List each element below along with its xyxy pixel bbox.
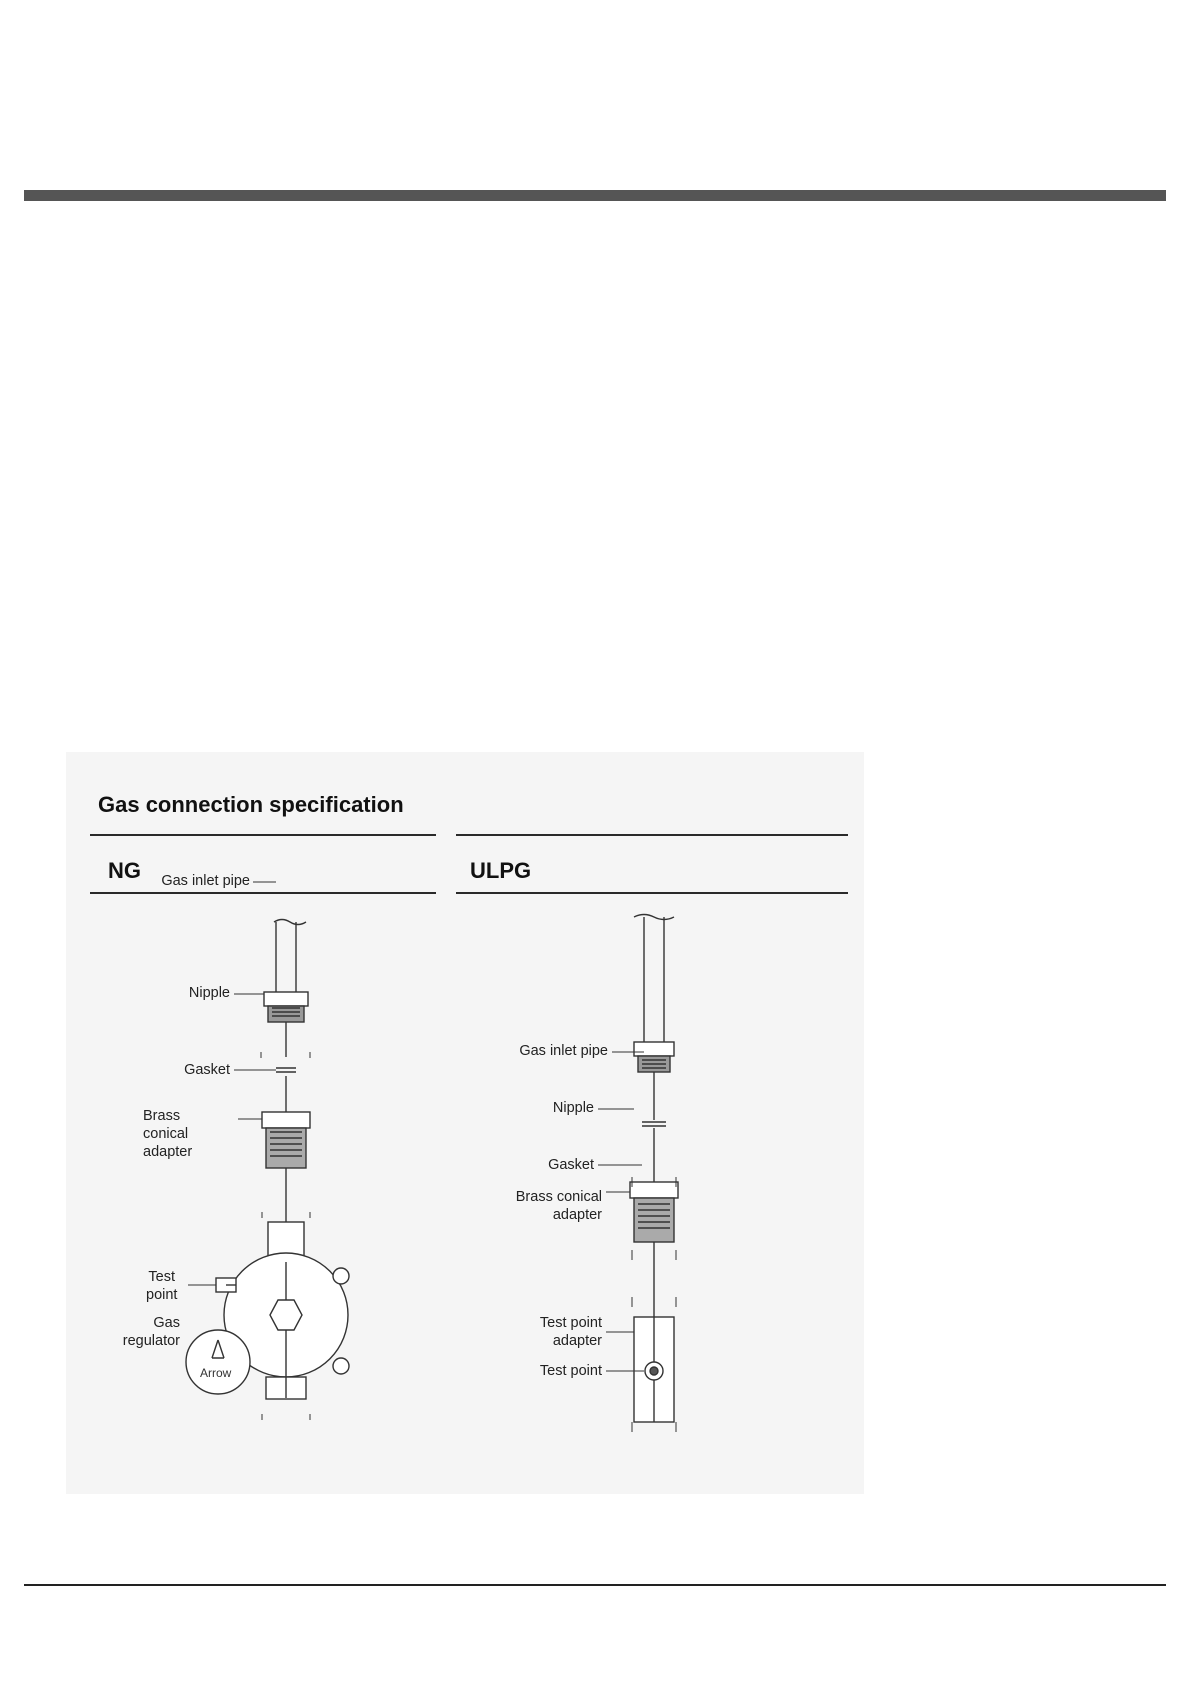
gas-connection-figure bbox=[66, 752, 864, 1494]
ng-label-gasket: Gasket bbox=[184, 1062, 230, 1078]
ulpg-label-nipple: Nipple bbox=[552, 1100, 594, 1116]
ulpg-label-gasket: Gasket bbox=[548, 1157, 594, 1173]
ng-label-brass-line-2: conical bbox=[143, 1126, 189, 1142]
ng-heading: NG bbox=[108, 858, 141, 883]
ng-label-arrow: Arrow bbox=[200, 1366, 232, 1380]
ulpg-bottom-rule bbox=[456, 892, 848, 894]
ng-label-nipple: Nipple bbox=[188, 985, 230, 1001]
footer-rule bbox=[24, 1584, 1166, 1586]
ulpg-heading: ULPG bbox=[470, 858, 532, 883]
ng-label-brass-line-1: Brass bbox=[143, 1108, 181, 1124]
ng-gas-inlet-pipe bbox=[274, 920, 306, 993]
ulpg-gas-inlet-pipe bbox=[634, 915, 674, 1043]
ulpg-label-test-point-adapter bbox=[496, 1314, 602, 1350]
ng-label-brass-conical-adapter bbox=[143, 1107, 192, 1161]
ng-label-test-line-2: point bbox=[146, 1287, 178, 1303]
ulpg-label-tpa-line-2: adapter bbox=[552, 1333, 602, 1349]
ng-arrow-callout bbox=[186, 1330, 250, 1394]
ulpg-top-rule bbox=[456, 834, 848, 836]
ng-label-test-point bbox=[146, 1268, 177, 1304]
ng-bottom-rule bbox=[90, 892, 436, 894]
ng-top-rule bbox=[90, 834, 436, 836]
ulpg-brass-conical-adapter bbox=[630, 1182, 678, 1242]
ulpg-nipple bbox=[634, 1042, 674, 1072]
ng-brass-conical-adapter bbox=[262, 1112, 310, 1168]
ng-label-regulator-line-1: Gas bbox=[153, 1315, 180, 1331]
ng-label-gas-inlet-pipe: Gas inlet pipe bbox=[161, 873, 250, 889]
ulpg-label-brass-line-1: Brass conical bbox=[515, 1189, 602, 1205]
figure-title: Gas connection specification bbox=[98, 792, 404, 817]
ulpg-test-point bbox=[645, 1362, 663, 1380]
ulpg-label-brass-conical-adapter bbox=[486, 1188, 602, 1224]
ng-label-gas-regulator bbox=[116, 1314, 180, 1350]
ng-test-point bbox=[216, 1278, 236, 1292]
ulpg-label-gas-inlet-pipe: Gas inlet pipe bbox=[519, 1043, 608, 1059]
header-bar bbox=[24, 190, 1166, 201]
ng-label-regulator-line-2: regulator bbox=[122, 1333, 180, 1349]
ulpg-gasket bbox=[642, 1122, 666, 1126]
ulpg-label-tpa-line-1: Test point bbox=[539, 1315, 602, 1331]
ng-nipple bbox=[264, 992, 308, 1022]
ng-label-brass-line-3: adapter bbox=[143, 1144, 193, 1160]
ng-gasket bbox=[276, 1068, 296, 1072]
ulpg-label-brass-line-2: adapter bbox=[552, 1207, 602, 1223]
ulpg-label-test-point: Test point bbox=[539, 1363, 602, 1379]
ng-label-test-line-1: Test bbox=[148, 1269, 176, 1285]
